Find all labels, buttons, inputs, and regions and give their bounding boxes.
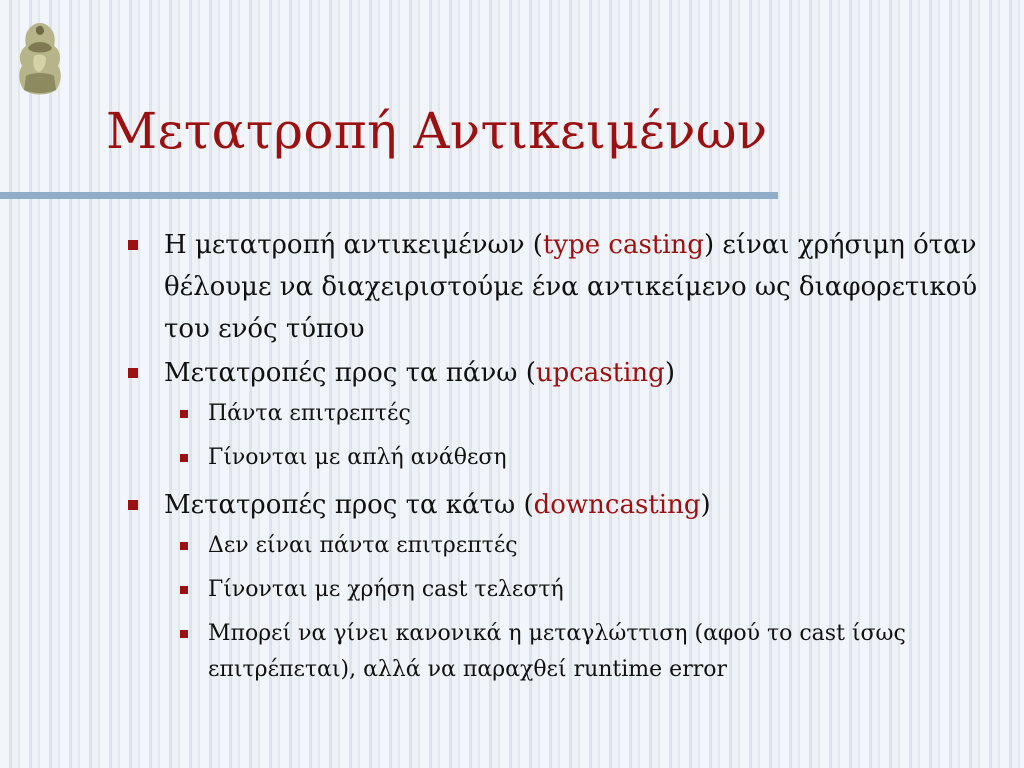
bullet-text-post: ) [664, 358, 675, 388]
bullet-text-pre: Η μετατροπή αντικειμένων ( [164, 230, 543, 260]
sub-bullet-text: Δεν είναι πάντα επιτρεπτές [208, 533, 518, 558]
sub-bullet-text: Μπορεί να γίνει κανονικά η μεταγλώττιση (αφού το cast ίσως επιτρέπεται), αλλά να παραχθεί runtime error [208, 621, 906, 682]
bullet-text-post: ) [700, 490, 711, 520]
sub-bullet-square-icon [180, 586, 188, 594]
sub-bullet-square-icon [180, 454, 188, 462]
bullet-downcasting [128, 484, 1008, 526]
bullet-square-icon [128, 368, 138, 378]
bullet-text-pre: Μετατροπές προς τα κάτω ( [164, 490, 534, 520]
sub-bullet [180, 528, 1008, 564]
bullet-type-casting [128, 224, 1008, 350]
bullet-highlight: downcasting [533, 490, 701, 520]
bullet-square-icon [128, 500, 138, 510]
sub-bullet-text: Γίνονται με χρήση cast τελεστή [208, 577, 564, 602]
bullet-upcasting [128, 352, 1008, 394]
sub-bullet [180, 440, 1008, 476]
sub-bullet-text: Γίνονται με απλή ανάθεση [208, 445, 507, 470]
bullet-text-pre: Μετατροπές προς τα πάνω ( [164, 358, 536, 388]
sub-bullet-square-icon [180, 630, 188, 638]
sub-bullet [180, 616, 1008, 688]
sub-bullet [180, 572, 1008, 608]
title-underline [0, 192, 778, 199]
sub-bullet-square-icon [180, 542, 188, 550]
sub-bullet-text: Πάντα επιτρεπτές [208, 401, 411, 426]
sub-bullet-square-icon [180, 410, 188, 418]
bullet-text-post: ) είναι χρήσιμη όταν θέλουμε να διαχειριστούμε ένα αντικείμενο ως διαφορετικού του ενός τύπου [164, 230, 978, 344]
bullet-highlight: upcasting [535, 358, 665, 388]
bullet-square-icon [128, 240, 138, 250]
bullet-highlight: type casting [542, 230, 704, 260]
sub-bullet [180, 396, 1008, 432]
athena-helmet-logo [14, 20, 66, 98]
slide-title: Μετατροπή Αντικειμένων [106, 102, 768, 160]
slide-body [128, 224, 1008, 696]
